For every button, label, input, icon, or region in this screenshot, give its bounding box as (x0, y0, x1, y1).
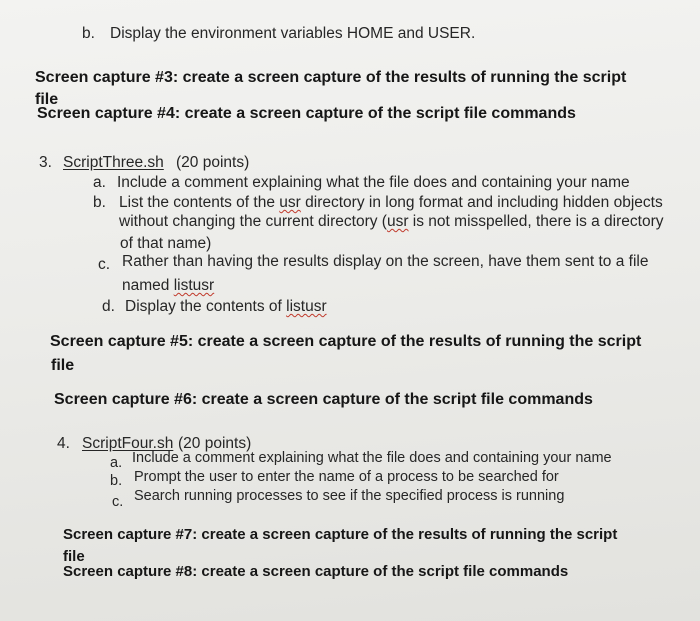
section-4-item-a-marker: a. (110, 455, 123, 471)
item-c-line-2-start: named (122, 277, 174, 294)
section-3-item-c-marker: c. (98, 256, 111, 273)
section-4-item-c-marker: c. (112, 494, 124, 510)
section-3-item-b-line-3: of that name) (120, 235, 212, 252)
section-4-item-b-text: Prompt the user to enter the name of a process to be searched for (134, 469, 559, 485)
section-3-item-c-line-2 (122, 278, 214, 294)
capture-6-text: Screen capture #6: create a screen capture of the script file commands (54, 391, 593, 408)
section-4-item-a-text: Include a comment explaining what the file does and containing your name (132, 450, 612, 466)
section-3-item-a-marker: a. (93, 174, 106, 191)
item-b-line-1-end: directory in long format and including hidden objects (300, 194, 663, 211)
section-4-title: ScriptFour.sh (82, 435, 174, 452)
capture-7-line-2: file (63, 548, 85, 565)
section-4-number: 4. (57, 435, 70, 452)
item-d-start: Display the contents of (125, 298, 287, 315)
capture-3-line-1: Screen capture #3: create a screen capture of the results of running the script (35, 69, 627, 86)
capture-7-line-1: Screen capture #7: create a screen capture of the results of running the script (63, 526, 618, 543)
section-4-item-c-text: Search running processes to see if the specified process is running (134, 488, 565, 504)
item-b-line-2-end: is not misspelled, there is a directory (408, 213, 664, 230)
capture-8-text: Screen capture #8: create a screen capture of the script file commands (63, 563, 569, 580)
section-3-item-b-line-2 (119, 214, 664, 230)
capture-4-text: Screen capture #4: create a screen capture of the script file commands (37, 105, 576, 122)
capture-5-line-2: file (51, 357, 75, 374)
section-3-item-d-marker: d. (102, 298, 115, 315)
section-4-points: (20 points) (178, 435, 252, 452)
section-4-item-b-marker: b. (110, 473, 123, 489)
item-b-line-2-start: without changing the current directory ( (119, 213, 387, 230)
usr-word: usr (279, 194, 301, 211)
section-3-points: (20 points) (176, 154, 250, 171)
capture-3-line-2: file (35, 91, 59, 108)
item-b-line-1-start: List the contents of the (119, 194, 280, 211)
section-3-item-c-line-1: Rather than having the results display on the screen, have them sent to a file (122, 253, 649, 270)
section-3-item-b-marker: b. (93, 194, 106, 211)
section-3-number: 3. (39, 154, 52, 171)
section-3-item-a-text: Include a comment explaining what the file does and containing your name (117, 174, 630, 191)
item-b-marker: b. (82, 25, 95, 42)
listusr-word-2: listusr (286, 298, 327, 315)
listusr-word: listusr (173, 277, 215, 294)
capture-5-line-1: Screen capture #5: create a screen capture of the results of running the script (50, 333, 642, 350)
item-b-text: Display the environment variables HOME and USER. (110, 25, 476, 42)
section-3-item-d-text (125, 299, 327, 315)
section-3-item-b-line-1 (119, 195, 663, 211)
usr-word-2: usr (386, 213, 409, 230)
section-3-title: ScriptThree.sh (63, 154, 164, 171)
